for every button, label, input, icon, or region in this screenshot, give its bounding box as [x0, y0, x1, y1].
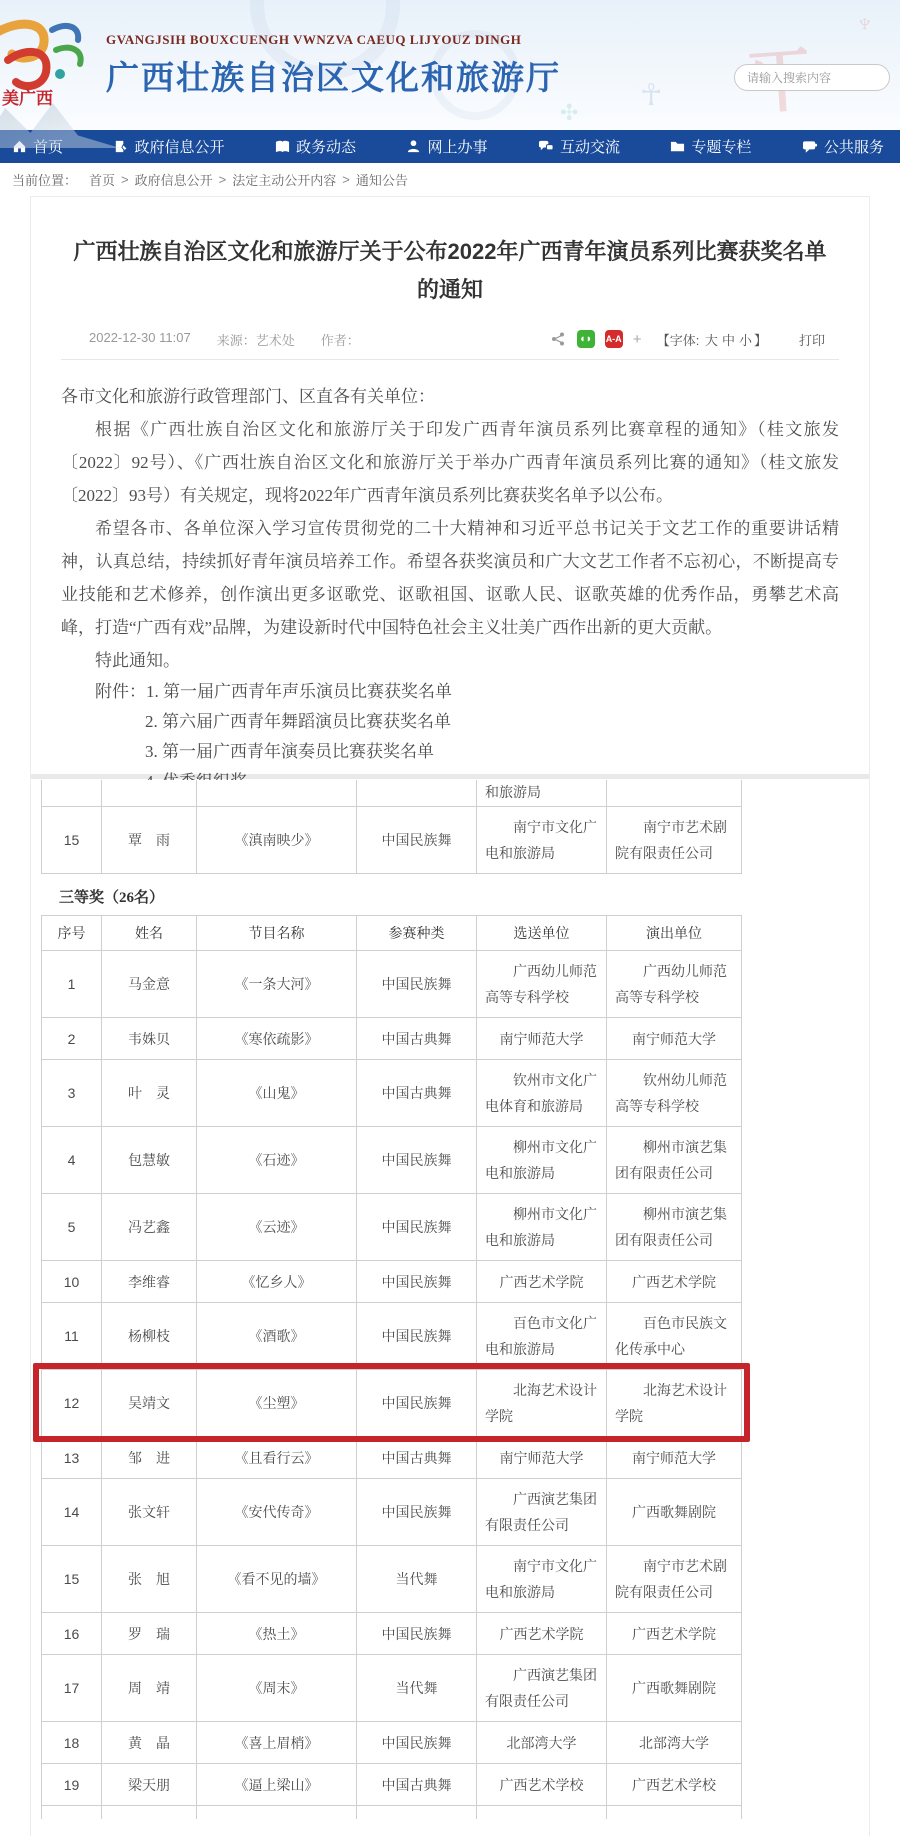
nav-item-label: 政府信息公开 — [134, 139, 225, 156]
print-button[interactable]: 打印 — [798, 332, 825, 348]
main-nav — [0, 130, 900, 163]
table-cell: 中国民族舞 — [357, 1370, 477, 1437]
table-cell: 中国民族舞 — [357, 1613, 477, 1655]
table-cell: 广西艺术学校 — [607, 1764, 742, 1806]
font-size-option-中[interactable]: 中 — [721, 332, 735, 348]
table-cell: 南宁市文化广电和旅游局 — [477, 807, 607, 874]
news-book-icon — [275, 139, 290, 154]
award-table-area — [31, 780, 869, 1819]
table-cell: 广西歌舞剧院 — [607, 1479, 742, 1546]
more-share-icon[interactable]: + — [632, 330, 642, 348]
site-header — [0, 0, 900, 130]
table-cell: 冯艺鑫 — [102, 1194, 197, 1261]
table-cell: 16 — [42, 1613, 102, 1655]
carryover-partial-row — [42, 780, 742, 807]
second-prize-table-fragment — [41, 780, 742, 874]
award-row-12 — [42, 1370, 742, 1437]
special-column-folder-icon — [670, 139, 685, 154]
table-cell: 南宁市文化广电和旅游局 — [477, 1546, 607, 1613]
table-cell: 吴靖文 — [102, 1370, 197, 1437]
column-header: 序号 — [42, 916, 102, 951]
article-body — [61, 380, 839, 774]
table-cell: 北海艺术设计学院 — [607, 1370, 742, 1437]
svg-text:美广西: 美广西 — [2, 89, 53, 108]
table-cell: 《安代传奇》 — [197, 1479, 357, 1546]
table-cell: 《尘塑》 — [197, 1370, 357, 1437]
table-cell: 《喜上眉梢》 — [197, 1722, 357, 1764]
table-cell — [357, 1806, 477, 1819]
table-cell: 杨柳枝 — [102, 1303, 197, 1370]
column-header: 节目名称 — [197, 916, 357, 951]
nav-item-label: 网上办事 — [427, 139, 488, 156]
table-cell: 覃 雨 — [102, 807, 197, 874]
search-input[interactable] — [734, 64, 890, 91]
table-cell: 中国民族舞 — [357, 1261, 477, 1303]
breadcrumb-prefix: 当前位置： — [12, 173, 78, 188]
table-cell: 2 — [42, 1018, 102, 1060]
online-service-person-icon — [406, 139, 421, 154]
nav-item-label: 互动交流 — [559, 139, 620, 156]
table-cell: 中国民族舞 — [357, 1722, 477, 1764]
table-cell: 5 — [42, 1194, 102, 1261]
table-cell: 《周末》 — [197, 1655, 357, 1722]
award-row-14 — [42, 1479, 742, 1546]
table-cell: 《酒歌》 — [197, 1303, 357, 1370]
font-size-option-小[interactable]: 小 — [738, 332, 752, 348]
attachment-item-1: 附件：1. 第一届广西青年声乐演员比赛获奖名单 — [95, 682, 452, 701]
table-cell: 广西艺术学校 — [477, 1764, 607, 1806]
table-cell: 周 靖 — [102, 1655, 197, 1722]
breadcrumb-link-4[interactable]: 通知公告 — [355, 173, 408, 188]
table-cell: 《云迹》 — [197, 1194, 357, 1261]
breadcrumb-separator: > — [218, 172, 227, 187]
table-cell: 中国民族舞 — [357, 1194, 477, 1261]
table-cell: 广西艺术学院 — [477, 1613, 607, 1655]
table-cell: 3 — [42, 1060, 102, 1127]
header-petroglyph-decoration: ✣ — [560, 100, 579, 125]
table-cell: 《寒依疏影》 — [197, 1018, 357, 1060]
article-paragraph-3: 希望各市、各单位深入学习宣传贯彻党的二十大精神和习近平总书记关于文艺工作的重要讲话精神，认真总结，持续抓好青年演员培养工作。希望各获奖演员和广大文艺工作者不忘初心，不断提高专业技能和艺术修养，创作演出更多讴歌党、讴歌祖国、讴歌人民、讴歌英雄的优秀作品，勇攀艺术高峰，打造“广西有戏”品牌，为建设新时代中国特色社会主义壮美广西作出新的更大贡献。 — [61, 519, 839, 637]
attachments-list — [61, 677, 839, 774]
table-cell: 中国民族舞 — [357, 1127, 477, 1194]
table-cell — [197, 1806, 357, 1819]
table-cell: 张文轩 — [102, 1479, 197, 1546]
table-cell: 中国民族舞 — [357, 807, 477, 874]
table-cell: 10 — [42, 1261, 102, 1303]
article-paragraph-1: 各市文化和旅游行政管理部门、区直各有关单位： — [61, 387, 435, 406]
table-cell: 《滇南映少》 — [197, 807, 357, 874]
table-cell: 南宁师范大学 — [477, 1018, 607, 1060]
table-cell — [357, 780, 477, 807]
interaction-chat-icon — [538, 139, 554, 154]
table-cell: 17 — [42, 1655, 102, 1722]
nav-item-6[interactable] — [666, 136, 755, 157]
table-cell: 《逼上梁山》 — [197, 1764, 357, 1806]
header-petroglyph-decoration: ☥ — [640, 79, 663, 112]
table-header-row — [42, 916, 742, 951]
third-prize-section-label: 三等奖（26名） — [59, 890, 165, 906]
masthead — [106, 32, 561, 99]
table-cell: 韦姝贝 — [102, 1018, 197, 1060]
table-cell: 4 — [42, 1127, 102, 1194]
table-cell: 18 — [42, 1722, 102, 1764]
table-cell: 南宁师范大学 — [607, 1437, 742, 1479]
source-label: 来源：艺术处 — [216, 332, 295, 348]
table-cell: 柳州市文化广电和旅游局 — [477, 1194, 607, 1261]
table-cell: 15 — [42, 807, 102, 874]
table-cell: 13 — [42, 1437, 102, 1479]
info-disclosure-icon — [113, 139, 128, 154]
table-cell: 百色市文化广电和旅游局 — [477, 1303, 607, 1370]
table-cell: 中国民族舞 — [357, 1303, 477, 1370]
table-cell: 南宁师范大学 — [477, 1437, 607, 1479]
nav-item-3[interactable] — [271, 136, 360, 157]
font-size-option-大[interactable]: 大 — [704, 332, 718, 348]
award-row-18 — [42, 1722, 742, 1764]
article-paragraph-2: 根据《广西壮族自治区文化和旅游厅关于印发广西青年演员系列比赛章程的通知》（桂文旅发〔2022〕92号）、《广西壮族自治区文化和旅游厅关于举办广西青年演员系列比赛的通知》（桂文旅发〔2022〕93号）有关规定，现将2022年广西青年演员系列比赛获奖名单予以公布。 — [61, 420, 839, 505]
table-cell: 1 — [42, 951, 102, 1018]
third-prize-table — [41, 915, 742, 1819]
table-cell: 《一条大河》 — [197, 951, 357, 1018]
article-meta — [61, 325, 839, 353]
public-service-chat-icon — [802, 139, 818, 154]
table-cell — [102, 1806, 197, 1819]
table-cell: 邹 进 — [102, 1437, 197, 1479]
table-cell: 广西艺术学院 — [607, 1261, 742, 1303]
table-cell: 广西歌舞剧院 — [607, 1655, 742, 1722]
table-cell: 当代舞 — [357, 1546, 477, 1613]
nav-item-7[interactable] — [798, 136, 888, 157]
nav-item-2[interactable] — [109, 136, 228, 157]
author-label: 作者： — [320, 332, 360, 348]
table-cell: 广西幼儿师范高等专科学校 — [607, 951, 742, 1018]
table-cell: 柳州市演艺集团有限责任公司 — [607, 1194, 742, 1261]
award-row-5 — [42, 1194, 742, 1261]
table-cell: 叶 灵 — [102, 1060, 197, 1127]
table-cell: 广西演艺集团有限责任公司 — [477, 1479, 607, 1546]
search-wrap — [734, 64, 890, 91]
breadcrumb-separator: > — [342, 172, 350, 187]
bottom-partial-row — [42, 1806, 742, 1819]
table-cell — [197, 780, 357, 807]
table-cell: 中国古典舞 — [357, 1060, 477, 1127]
table-cell: 广西幼儿师范高等专科学校 — [477, 951, 607, 1018]
table-cell: 中国古典舞 — [357, 1437, 477, 1479]
table-cell — [477, 1806, 607, 1819]
award-row-4 — [42, 1127, 742, 1194]
column-header: 选送单位 — [477, 916, 607, 951]
table-cell: 包慧敏 — [102, 1127, 197, 1194]
table-cell: 梁天朋 — [102, 1764, 197, 1806]
column-header: 参赛种类 — [357, 916, 477, 951]
table-cell: 北部湾大学 — [607, 1722, 742, 1764]
publish-date: 2022-12-30 11:07 — [89, 329, 191, 345]
award-row-3 — [42, 1060, 742, 1127]
header-petroglyph-decoration: ♆ — [855, 8, 875, 38]
table-cell: 11 — [42, 1303, 102, 1370]
breadcrumb — [0, 163, 900, 196]
table-cell: 广西艺术学院 — [477, 1261, 607, 1303]
table-cell — [607, 780, 742, 807]
table-cell: 广西演艺集团有限责任公司 — [477, 1655, 607, 1722]
table-cell: 中国民族舞 — [357, 951, 477, 1018]
article-paragraph-4: 特此通知。 — [95, 651, 180, 670]
meta-divider — [61, 359, 839, 360]
nav-item-4[interactable] — [402, 136, 491, 157]
table-cell — [607, 1806, 742, 1819]
award-row-17 — [42, 1655, 742, 1722]
carryover-row-15 — [42, 807, 742, 874]
table-cell: 《且看行云》 — [197, 1437, 357, 1479]
guangxi-tourism-logo — [0, 16, 100, 112]
award-row-2 — [42, 1018, 742, 1060]
table-cell: 罗 瑞 — [102, 1613, 197, 1655]
table-cell: 南宁市艺术剧院有限责任公司 — [607, 1546, 742, 1613]
table-cell: 广西艺术学院 — [607, 1613, 742, 1655]
table-cell: 钦州幼儿师范高等专科学校 — [607, 1060, 742, 1127]
table-cell: 和旅游局 — [477, 780, 607, 807]
award-row-10 — [42, 1261, 742, 1303]
table-cell: 李维睿 — [102, 1261, 197, 1303]
table-cell: 中国古典舞 — [357, 1018, 477, 1060]
award-row-11 — [42, 1303, 742, 1370]
breadcrumb-link-2[interactable]: 政府信息公开 — [134, 173, 213, 188]
table-cell — [102, 780, 197, 807]
award-row-16 — [42, 1613, 742, 1655]
nav-item-label: 公共服务 — [823, 139, 884, 156]
table-cell: 14 — [42, 1479, 102, 1546]
weibo-share-icon[interactable]: A-A — [605, 330, 623, 348]
table-cell: 百色市民族文化传承中心 — [607, 1303, 742, 1370]
wechat-share-icon[interactable]: ◖◗ — [577, 330, 595, 348]
table-cell: 柳州市文化广电和旅游局 — [477, 1127, 607, 1194]
table-cell — [42, 1806, 102, 1819]
table-cell: 19 — [42, 1764, 102, 1806]
table-cell: 中国民族舞 — [357, 1479, 477, 1546]
table-cell: 《看不见的墙》 — [197, 1546, 357, 1613]
breadcrumb-link-1[interactable]: 首页 — [89, 173, 116, 188]
award-row-19 — [42, 1764, 742, 1806]
nav-item-label: 政务动态 — [295, 139, 356, 156]
table-cell: 《石迹》 — [197, 1127, 357, 1194]
table-cell: 12 — [42, 1370, 102, 1437]
table-cell: 南宁市艺术剧院有限责任公司 — [607, 807, 742, 874]
table-cell: 《热土》 — [197, 1613, 357, 1655]
attachment-item-3: 3. 第一届广西青年演奏员比赛获奖名单 — [145, 742, 434, 761]
table-cell: 南宁师范大学 — [607, 1018, 742, 1060]
breadcrumb-separator: > — [121, 172, 129, 187]
attachment-item-2: 2. 第六届广西青年舞蹈演员比赛获奖名单 — [145, 712, 451, 731]
table-cell: 中国古典舞 — [357, 1764, 477, 1806]
award-row-1 — [42, 951, 742, 1018]
table-cell: 当代舞 — [357, 1655, 477, 1722]
table-cell: 黄 晶 — [102, 1722, 197, 1764]
column-header: 姓名 — [102, 916, 197, 951]
font-size-control: 【字体: 大 中 小 】 — [656, 332, 767, 348]
nav-item-label: 专题专栏 — [691, 139, 752, 156]
table-cell: 15 — [42, 1546, 102, 1613]
table-cell: 《山鬼》 — [197, 1060, 357, 1127]
table-cell: 《忆乡人》 — [197, 1261, 357, 1303]
award-row-13 — [42, 1437, 742, 1479]
table-cell: 北海艺术设计学院 — [477, 1370, 607, 1437]
table-cell: 张 旭 — [102, 1546, 197, 1613]
award-row-15 — [42, 1546, 742, 1613]
table-cell — [42, 780, 102, 807]
zhuang-language-title: GVANGJSIH BOUXCUENGH VWNZVA CAEUQ LIJYOUZ DINGH — [106, 32, 522, 47]
table-cell: 马金意 — [102, 951, 197, 1018]
article-title: 广西壮族自治区文化和旅游厅关于公布2022年广西青年演员系列比赛获奖名单的通知 — [73, 239, 827, 302]
site-title: 广西壮族自治区文化和旅游厅 — [106, 61, 561, 97]
nav-item-5[interactable] — [534, 136, 624, 157]
column-header: 演出单位 — [607, 916, 742, 951]
share-icon[interactable] — [549, 330, 567, 348]
breadcrumb-link-3[interactable]: 法定主动公开内容 — [232, 173, 337, 188]
table-cell: 钦州市文化广电体育和旅游局 — [477, 1060, 607, 1127]
table-cell: 北部湾大学 — [477, 1722, 607, 1764]
table-cell: 柳州市演艺集团有限责任公司 — [607, 1127, 742, 1194]
article-box — [30, 196, 870, 1836]
nav-item-label: 首页 — [33, 139, 64, 156]
